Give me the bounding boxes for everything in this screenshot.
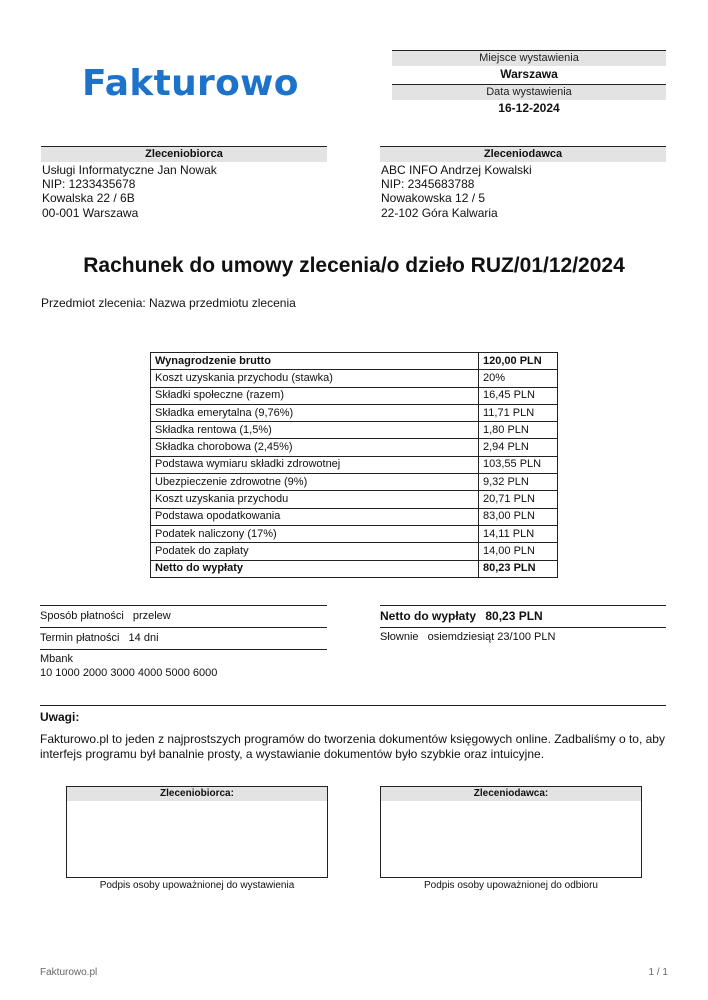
calculation-row	[151, 456, 558, 473]
amount-in-words-value: osiemdziesiąt 23/100 PLN	[427, 631, 556, 643]
contractor-signature-box	[66, 786, 328, 878]
calculation-row	[151, 474, 558, 491]
calculation-row	[151, 422, 558, 439]
calculation-row	[151, 508, 558, 525]
contractor-street: Kowalska 22 / 6B	[42, 191, 135, 206]
calculation-row	[151, 370, 558, 387]
document-title: Rachunek do umowy zlecenia/o dzieło RUZ/01/12/2024	[83, 254, 625, 277]
calculation-label: Podstawa opodatkowania	[151, 508, 479, 525]
place-label: Miejsce wystawienia	[392, 50, 666, 66]
footer-site: Fakturowo.pl	[40, 967, 98, 978]
calculation-value: 103,55 PLN	[479, 456, 558, 473]
client-nip: NIP: 2345683788	[381, 177, 475, 192]
calculation-row	[151, 439, 558, 456]
issue-meta	[392, 50, 666, 118]
calculation-row	[151, 404, 558, 421]
netto-label: Netto do wypłaty	[380, 609, 477, 623]
bank-account: 10 1000 2000 3000 4000 5000 6000	[40, 666, 218, 679]
calculation-label: Podstawa wymiaru składki zdrowotnej	[151, 456, 479, 473]
bank-info	[40, 649, 327, 680]
calculation-label: Koszt uzyskania przychodu (stawka)	[151, 370, 479, 387]
calculation-value: 2,94 PLN	[479, 439, 558, 456]
calculation-label: Składka chorobowa (2,45%)	[151, 439, 479, 456]
payment-method-value: przelew	[132, 610, 171, 622]
calculation-label: Ubezpieczenie zdrowotne (9%)	[151, 474, 479, 491]
calculation-value: 14,00 PLN	[479, 543, 558, 560]
client-name: ABC INFO Andrzej Kowalski	[381, 163, 532, 177]
contract-subject: Przedmiot zlecenia: Nazwa przedmiotu zlecenia	[41, 296, 296, 310]
client-signature-box	[380, 786, 642, 878]
client-signature-caption: Podpis osoby upoważnionej do odbioru	[423, 880, 598, 891]
contractor-name: Usługi Informatyczne Jan Nowak	[42, 163, 217, 177]
calculation-label: Koszt uzyskania przychodu	[151, 491, 479, 508]
payment-method-row	[40, 605, 327, 627]
calculation-label: Składki społeczne (razem)	[151, 387, 479, 404]
calculation-label: Podatek naliczony (17%)	[151, 525, 479, 542]
contractor-block	[41, 146, 327, 220]
calculation-label: Składka emerytalna (9,76%)	[151, 404, 479, 421]
client-header: Zleceniodawca	[380, 146, 666, 162]
calculation-label: Składka rentowa (1,5%)	[151, 422, 479, 439]
contractor-city: 00-001 Warszawa	[42, 205, 139, 220]
amount-in-words-label: Słownie	[380, 631, 419, 643]
calculation-row	[151, 353, 558, 370]
date-label: Data wystawienia	[392, 84, 666, 100]
fakturowo-logo: Fakturowo	[82, 63, 299, 104]
client-signature-header: Zleceniodawca:	[381, 787, 641, 801]
calculation-value: 20%	[479, 370, 558, 387]
footer-page-number: 1 / 1	[648, 967, 668, 978]
calculation-value: 9,32 PLN	[479, 474, 558, 491]
calculation-label: Netto do wypłaty	[151, 560, 479, 577]
client-signature	[380, 786, 642, 892]
calculation-value: 14,11 PLN	[479, 525, 558, 542]
calculation-row	[151, 387, 558, 404]
payment-term-value: 14 dni	[128, 632, 159, 644]
calculation-label: Wynagrodzenie brutto	[151, 353, 479, 370]
bank-name: Mbank	[40, 653, 74, 665]
amount-in-words-row	[380, 629, 666, 645]
client-street: Nowakowska 12 / 5	[381, 191, 486, 206]
notes-label: Uwagi:	[40, 710, 80, 724]
calculation-value: 120,00 PLN	[479, 353, 558, 370]
payment-method-label: Sposób płatności	[40, 610, 124, 622]
contractor-nip: NIP: 1233435678	[42, 177, 136, 192]
contractor-signature	[66, 786, 328, 892]
calculation-value: 80,23 PLN	[479, 560, 558, 577]
netto-row	[380, 605, 666, 628]
payment-term-label: Termin płatności	[40, 632, 120, 644]
payment-term-row	[40, 627, 327, 649]
date-value: 16-12-2024	[498, 101, 560, 115]
contractor-signature-caption: Podpis osoby upoważnionej do wystawienia	[99, 880, 295, 891]
calculation-value: 1,80 PLN	[479, 422, 558, 439]
calculation-row	[151, 560, 558, 577]
calculation-row	[151, 543, 558, 560]
contractor-signature-header: Zleceniobiorca:	[67, 787, 327, 801]
calculation-label: Podatek do zapłaty	[151, 543, 479, 560]
place-value: Warszawa	[500, 67, 558, 81]
salary-calculation-table	[150, 352, 558, 578]
calculation-value: 16,45 PLN	[479, 387, 558, 404]
client-block	[380, 146, 666, 220]
contractor-header: Zleceniobiorca	[41, 146, 327, 162]
payment-details	[40, 605, 327, 680]
calculation-value: 11,71 PLN	[479, 404, 558, 421]
calculation-row	[151, 491, 558, 508]
netto-value: 80,23 PLN	[485, 609, 543, 623]
calculation-value: 20,71 PLN	[479, 491, 558, 508]
client-city: 22-102 Góra Kalwaria	[381, 205, 498, 220]
payment-summary	[380, 605, 666, 645]
notes-section	[40, 705, 666, 761]
calculation-value: 83,00 PLN	[479, 508, 558, 525]
calculation-row	[151, 525, 558, 542]
notes-text: Fakturowo.pl to jeden z najprostszych programów do tworzenia dokumentów księgowych online. Zadbaliśmy o to, aby interfejs programu był banalnie prosty, a wystawianie dokumentów było szybkie oraz intuicyjne.	[40, 732, 665, 761]
